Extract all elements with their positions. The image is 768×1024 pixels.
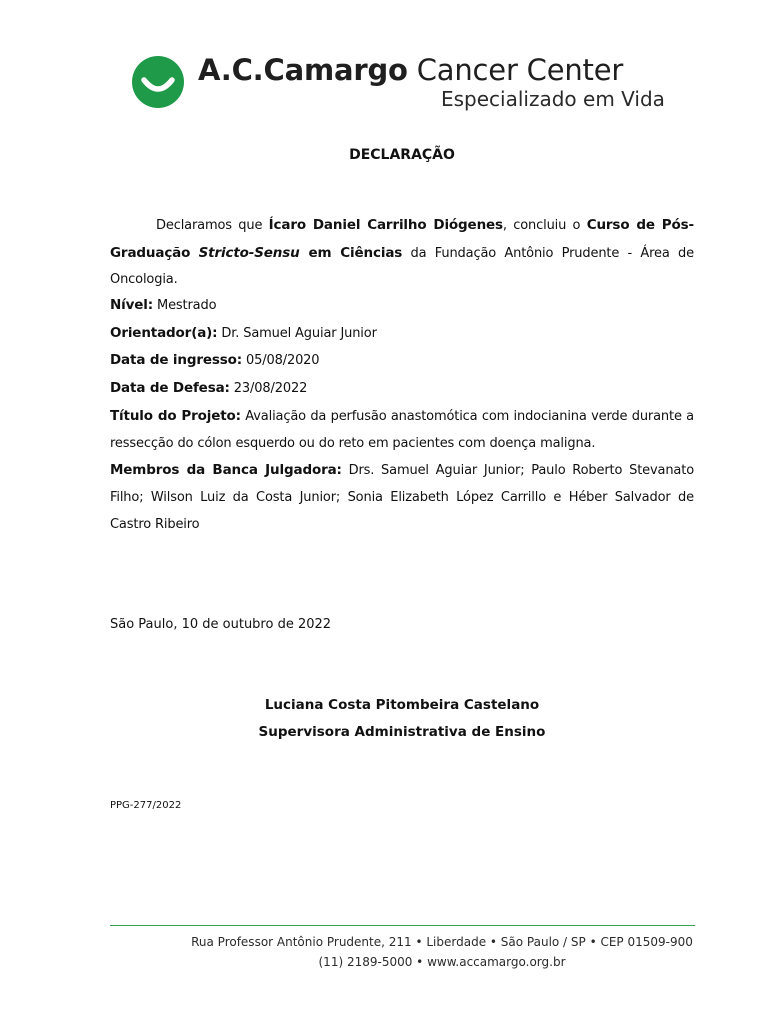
course-name: Curso de Pós-Graduação [110, 217, 694, 261]
field-data-ingresso [110, 347, 694, 375]
signer-name: Luciana Costa Pitombeira Castelano [264, 697, 540, 713]
intro-text-2: , concluiu o [502, 218, 587, 233]
field-value: Avaliação da perfusão anastomótica com indocianina verde durante a ressecção do cólon esquerdo ou do reto em pacientes com doença maligna. [110, 408, 694, 451]
field-label: Data de Defesa: [110, 380, 230, 397]
footer-contact: (11) 2189-5000 • www.accamargo.org.br [318, 955, 566, 969]
logo-brand-rest: Cancer Center [407, 53, 624, 87]
field-nivel [110, 292, 694, 320]
field-value: Drs. Samuel Aguiar Junior; Paulo Roberto Stevanato Filho; Wilson Luiz da Costa Junior; Sonia Elizabeth López Carrillo e Héber Salvador de Castro Ribeiro [110, 463, 695, 532]
field-value: Dr. Samuel Aguiar Junior [217, 325, 377, 341]
field-titulo-projeto [110, 403, 694, 457]
field-orientador [110, 320, 694, 348]
footer-divider [110, 925, 695, 926]
field-label: Título do Projeto: [110, 407, 241, 424]
signer-role: Supervisora Administrativa de Ensino [258, 724, 546, 740]
field-label: Data de ingresso: [110, 352, 243, 369]
footer-address: Rua Professor Antônio Prudente, 211 • Liberdade • São Paulo / SP • CEP 01509-900 [191, 935, 693, 949]
field-banca [110, 457, 694, 538]
details-block [110, 292, 694, 538]
course-area: em Ciências [299, 244, 403, 261]
place-and-date: São Paulo, 10 de outubro de 2022 [110, 617, 332, 632]
intro-text-4: da Fundação Antônio Prudente - Área de Oncologia. [110, 245, 694, 288]
field-value: 23/08/2022 [229, 381, 308, 397]
course-type-italic: Stricto-Sensu [198, 244, 300, 261]
field-label: Nível: [110, 297, 154, 313]
document-reference: PPG-277/2022 [110, 800, 182, 811]
field-label: Membros da Banca Julgadora: [110, 462, 342, 479]
logo-wordmark [198, 54, 623, 86]
declaration-paragraph [110, 212, 694, 294]
field-value: Mestrado [153, 298, 217, 313]
logo-tagline: Especializado em Vida [441, 87, 665, 111]
smile-logo-icon [132, 56, 184, 108]
field-data-defesa [110, 375, 694, 403]
student-name: Ícaro Daniel Carrilho Diógenes [268, 217, 503, 233]
document-title: DECLARAÇÃO [349, 147, 455, 163]
logo-brand-bold: A.C.Camargo [198, 53, 408, 87]
intro-text-1: Declaramos que [156, 218, 269, 233]
field-label: Orientador(a): [110, 324, 218, 341]
intro-text-3 [190, 246, 198, 261]
institution-logo [132, 54, 677, 114]
field-value: 05/08/2020 [242, 353, 320, 369]
